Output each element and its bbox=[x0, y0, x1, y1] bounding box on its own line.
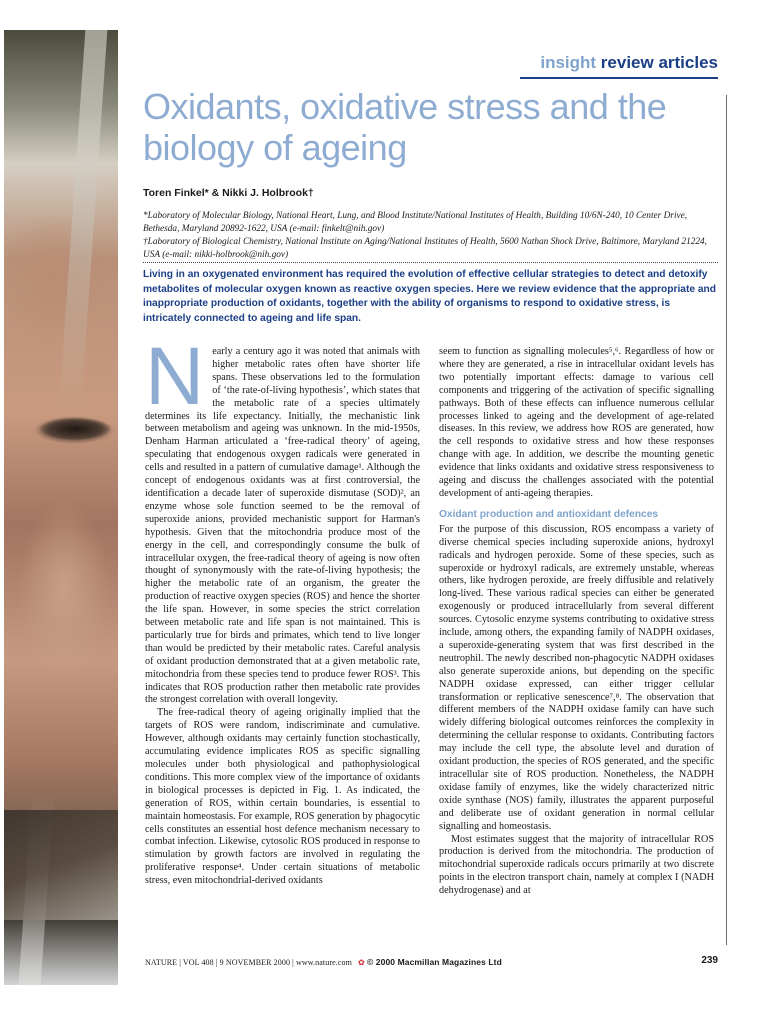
section-tag-review: review articles bbox=[600, 53, 718, 72]
intro-text: early a century ago it was noted that animals with higher metabolic rates often have shorter life spans. These observations led to the formulation of ‘the rate-of-living hypothesis’, which states that the metabolic rate of a species ultimately determines its life expectancy. Initially, the mechanistic link between metabolism and ageing was unknown. In the mid-1950s, Denham Harman articulated a ‘free-radical theory’ of ageing, speculating that endogenous oxygen radicals were generated in cells and resulted in a pattern of cumulative damage¹. Although the concept of endogenous oxidants was at first controversial, the identification a decade later of superoxide dismutase (SOD)², an enzyme whose sole function seemed to be the removal of superoxide anions, provided mechanistic support for Harman's hypothesis. Given that the mitochondria produce most of the energy in the cell, and correspondingly consume the bulk of intracellular oxygen, the free-radical theory of ageing is now often thought of synonymously with the rate-of-living hypothesis; the higher the metabolic rate of an organism, the greater the production of reactive oxygen species (ROS) and hence the shorter the life span. However, in some species the strict correlation between metabolic rate and life span is not maintained. This is particularly true for birds and primates, which tend to live longer than would be predicted by their metabolic rates. Careful analysis of oxidant production demonstrated that at a given metabolic rate, mitochondria from these species tend to produce fewer ROS³. This indicates that ROS production rather then metabolic rate provides the strongest correlation with overall longevity. bbox=[145, 346, 420, 706]
article-title: Oxidants, oxidative stress and the biology of ageing bbox=[143, 86, 667, 168]
section-tag bbox=[540, 53, 718, 73]
copyright-notice: © 2000 Macmillan Magazines Ltd bbox=[366, 957, 502, 967]
affiliation-holbrook: †Laboratory of Biological Chemistry, National Institute on Aging/National Institutes of Health, 5600 Nathan Shock Drive, Baltimore, Maryland 21224, USA (e-mail: nikki-holbrook@nih.gov) bbox=[143, 237, 707, 260]
body-column-right bbox=[439, 346, 714, 898]
article-abstract: Living in an oxygenated environment has required the evolution of effective cellular strategies to detect and detoxify metabolites of molecular oxygen known as reactive oxygen species. Here we review evidence that the appropriate and inappropriate production of oxidants, together with the ability of organisms to respond to oxidative stress, is intricately connected to ageing and life span. bbox=[143, 269, 716, 324]
affiliation-finkel: *Laboratory of Molecular Biology, National Heart, Lung, and Blood Institute/National Institutes of Health, Building 10/6N-240, 10 Center Drive, Bethesda, Maryland 20892-1622, USA (e-mail: finkelt@nih.gov) bbox=[143, 211, 688, 234]
article-authors: Toren Finkel* & Nikki J. Holbrook† bbox=[143, 187, 314, 199]
cover-photo-elderly-face bbox=[4, 30, 118, 985]
photo-eye-detail bbox=[40, 418, 110, 440]
body-paragraph: seem to function as signalling molecules⁵,⁶. Regardless of how or where they are generated, a rise in intracellular oxidant levels has two potentially important effects: damage to various cell components and triggering of the activation of specific signalling pathways. Both of these effects can influence numerous cellular processes linked to ageing and the development of age-related diseases. In this review, we address how ROS are generated, how the cell responds to oxidative stress and how these responses change with age. In addition, we describe the mounting genetic evidence that links oxidants and oxidative stress responsiveness to ageing and discuss the challenges associated with the potential development of anti-ageing therapies. bbox=[439, 346, 714, 499]
section-heading: Oxidant production and antioxidant defences bbox=[439, 508, 659, 520]
page-footer bbox=[145, 957, 502, 967]
header-rule bbox=[520, 77, 718, 79]
body-paragraph: The free-radical theory of ageing originally implied that the targets of ROS were random, indiscriminate and cumulative. However, although oxidants may certainly function stochastically, accumulating evidence implicates ROS as specific signalling molecules under both physiological and pathophysiological conditions. This more complex view of the importance of oxidants in biological processes is depicted in Fig. 1. As indicated, the generation of ROS, within certain boundaries, is essential to maintain homeostasis. For example, ROS generation by phagocytic cells constitutes an essential host defence mechanism necessary to combat infection. Likewise, cytosolic ROS produced in response to stimulation by growth factors are involved in regulating the proliferative response⁴. Under certain situations of metabolic stress, even mitochondrial-derived oxidants bbox=[145, 707, 421, 887]
page-number: 239 bbox=[701, 955, 718, 966]
drop-cap: N bbox=[145, 331, 205, 422]
journal-citation: NATURE | VOL 408 | 9 NOVEMBER 2000 | www.nature.com bbox=[145, 958, 352, 967]
author-affiliations bbox=[143, 210, 718, 262]
body-paragraph: Most estimates suggest that the majority of intracellular ROS production is derived from the mitochondria. The production of mitochondrial superoxide radicals occurs primarily at two discrete points in the electron transport chain, namely at complex I (NADH dehydrogenase) and at bbox=[439, 833, 714, 897]
body-paragraph: For the purpose of this discussion, ROS encompass a variety of diverse chemical species including superoxide anions, hydroxyl radicals and hydrogen peroxide. Some of these species, such as superoxide or hydroxyl radicals, are extremely unstable, whereas others, like hydrogen peroxide, are freely diffusible and relatively long-lived. These various radical species can either be generated exogenously or produced intracellularly from several different sources. Cytosolic enzyme systems contributing to oxidative stress include, among others, the expanding family of NADPH oxidases, a superoxide-generating system that was first described in the neutrophil. The newly described non-phagocytic NADPH oxidases also generate superoxide anions, but depending on the specific NADPH oxidase expressed, can either trigger cellular transformation or replicative senescence⁷,⁸. The observation that different members of the NADPH oxidase family can have such widely differing biological outcomes reinforces the complexity in determining the cellular response to oxidants. Contributing factors may include the cell type, the absolute level and duration of oxidant production, the species of ROS generated, and the specific intracellular site of ROS production. Nonetheless, the NADPH oxidase family of enzymes, like the widely characterized nitric oxide synthase (NOS) family, illustrates the apparent purposeful and deliberate use of oxidant generation in normal cellular signalling and homeostasis. bbox=[439, 523, 714, 832]
intro-paragraph bbox=[145, 331, 420, 707]
dotted-divider bbox=[143, 262, 718, 263]
section-tag-insight: insight bbox=[540, 53, 597, 72]
publisher-logo-icon: ✿ bbox=[358, 958, 365, 967]
column-rule bbox=[726, 95, 727, 945]
body-column-left bbox=[145, 331, 421, 888]
